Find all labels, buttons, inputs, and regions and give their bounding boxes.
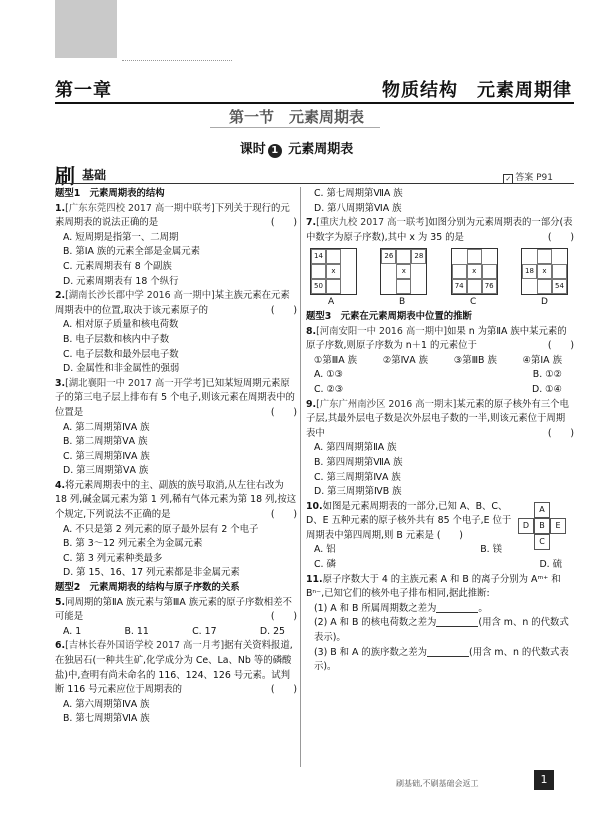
topic-heading: 题型1 元素周期表的结构	[55, 188, 165, 199]
option: A. 第六周期第ⅣA 族	[63, 698, 150, 710]
options-row	[55, 625, 297, 640]
option: D. 第八周期第ⅥA 族	[314, 202, 402, 214]
option: C. 第三周期第ⅣA 族	[314, 471, 401, 483]
option: B. 第七周期第ⅥA 族	[63, 713, 150, 725]
element-cross-diagram: A D B E C	[518, 502, 566, 550]
option: C. 第三周期第ⅣA 族	[63, 450, 150, 462]
question-1: 1.[广东东莞四校 2017 高一期中联考]下列关于现行的元素周期表的说法正确的是 ( ) A. 短周期是指第一、二周期 B. 第ⅠA 族的元素全部是金属元素 C. 元素周期表有 8 个副族 D. 元素周期表有 18 个纵行	[55, 202, 297, 290]
chapter-rule	[55, 102, 574, 104]
option: B. 11	[124, 625, 149, 637]
options-row: C. ②③ D. ①④	[314, 383, 562, 395]
option: A. 短周期是指第一、二周期	[63, 231, 179, 243]
option: B. 第ⅠA 族的元素全部是金属元素	[63, 246, 201, 258]
question-11: 11.原子序数大于 4 的主族元素 A 和 B 的离子分别为 Aᵐ⁺ 和 Bⁿ⁻,已知它们的核外电子排布相同,据此推断: (1) A 和 B 所属周期数之差为 。 (2) A 和 B 的核电荷数之差为 (用含 m、n 的代数式表示)。 (3) B 和 A 的族序数之差为 (用含 m、n 的代数式表示)。	[306, 573, 574, 675]
option: C. 元素周期表有 8 个副族	[63, 260, 172, 272]
corner-gray-block	[55, 0, 117, 58]
grid-a: 14 x 50	[310, 248, 357, 295]
answer-reference: ✓ 答案 P91	[503, 170, 553, 184]
lesson-name: 元素周期表	[288, 142, 354, 157]
answer-blank[interactable]	[436, 602, 478, 613]
option: C. 第七周期第ⅦA 族	[314, 188, 403, 199]
answer-blank[interactable]	[436, 616, 478, 627]
question-4: 4.将元素周期表中的主、副族的族号取消,从左往右改为 18 列,碱金属元素为第 1 列,稀有气体元素为第 18 列,按这个规定,下列说法不正确的是 ( ) A. 不只是第 2 列元素的原子最外层有 2 个电子 B. 第 3～12 列元素全为金属元素 C. 第 3 列元素种类最多 D. 第 15、16、17 列元素都是非金属元素	[55, 479, 297, 581]
option: B. 电子层数和核内中子数	[63, 333, 170, 345]
option: B. 第 3～12 列元素全为金属元素	[63, 538, 203, 550]
footer-slogan: 刷基础,不刷基础会返工	[396, 779, 479, 788]
question-9: 9.[广东广州南沙区 2016 高一期末]某元素的原子核外有三个电子层,其最外层电子数是次外层电子数的一半,则该元素位于周期表中 ( ) A. 第四周期第ⅡA 族 B. 第四周期第ⅦA 族 C. 第三周期第ⅣA 族 D. 第三周期第ⅣB 族	[306, 398, 574, 500]
option: B. 第二周期第ⅤA 族	[63, 436, 148, 448]
lesson-prefix: 课时	[239, 142, 266, 157]
sub-question: (2) A 和 B 的核电荷数之差为 (用含 m、n 的代数式表示)。	[314, 617, 569, 644]
sub-question: (3) B 和 A 的族序数之差为 (用含 m、n 的代数式表示)。	[314, 646, 569, 673]
shua-logo: 刷	[55, 164, 75, 188]
option: A. 第四周期第ⅡA 族	[314, 442, 397, 454]
sub-question: (1) A 和 B 所属周期数之差为 。	[314, 602, 488, 614]
option: D. 第 15、16、17 列元素都是非金属元素	[63, 567, 240, 579]
option: C. 17	[192, 625, 217, 637]
question-3: 3.[湖北襄阳一中 2017 高一开学考]已知某短周期元素原子的第三电子层上排布有 5 个电子,则该元素在周期表中的位置是 ( ) A. 第二周期第ⅣA 族 B. 第二周期第ⅤA 族 C. 第三周期第ⅣA 族 D. 第三周期第ⅤA 族	[55, 377, 297, 479]
option: A. 1	[63, 625, 82, 637]
dotted-rule	[122, 60, 232, 61]
options-row: A. 铝 B. 镁	[314, 544, 502, 556]
left-column	[55, 187, 297, 727]
page-number: 1	[534, 770, 554, 790]
grid-b: 26 28 x	[380, 248, 427, 295]
option: C. 第 3 列元素种类最多	[63, 552, 163, 564]
question-6: 6.[吉林长春外国语学校 2017 高一月考]据有关资料报道,在独居石(一种共生矿,化学成分为 Ce、La、Nb 等的磷酸盐)中,查明有尚未命名的 116、124、126 号元素。试判断 116 号元素应位于周期表的 ( ) A. 第六周期第ⅣA 族 B. 第七周期第ⅥA 族	[55, 639, 297, 727]
chapter-number: 第一章	[55, 80, 112, 101]
grid-labels: A B C D	[328, 297, 548, 308]
column-divider	[300, 187, 301, 767]
check-icon: ✓	[503, 174, 513, 184]
question-5: 5.同周期的第ⅡA 族元素与第ⅢA 族元素的原子序数相差不可能是 ( ) A. 1 B. 11 C. 17 D. 25	[55, 596, 297, 640]
lesson-title	[0, 138, 593, 158]
option: D. 金属性和非金属性的强弱	[63, 363, 180, 375]
header-rule	[55, 183, 574, 184]
answer-blank[interactable]	[427, 646, 469, 657]
options-row: C. 磷 D. 硫	[314, 559, 562, 571]
question-10: A D B E C 10.如图是元素周期表的一部分,已知 A、B、C、D、E 五种元素的原子核外共有 85 个电子,E 位于周期表中第四周期,则 B 元素是 ( ) A. 铝 B. 镁 C. 磷 D. 硫	[306, 500, 574, 573]
option: C. 电子层数和最外层电子数	[63, 348, 179, 360]
option: D. 第三周期第ⅤA 族	[63, 465, 149, 477]
options-row: A. ①③ B. ①②	[314, 369, 562, 381]
option: A. 相对原子质量和核电荷数	[63, 319, 179, 331]
option: D. 第三周期第ⅣB 族	[314, 486, 402, 498]
grid-d: 18 x 54	[521, 248, 568, 295]
topic-heading: 题型3 元素在元素周期表中位置的推断	[306, 310, 472, 322]
periodic-table-fragments	[306, 248, 574, 295]
chapter-title: 物质结构 元素周期律	[382, 80, 572, 101]
option: D. 元素周期表有 18 个纵行	[63, 275, 179, 287]
option: A. 第二周期第ⅣA 族	[63, 421, 150, 433]
option: A. 不只是第 2 列元素的原子最外层有 2 个电子	[63, 523, 259, 535]
option: B. 第四周期第ⅦA 族	[314, 456, 403, 468]
chapter-header	[55, 76, 574, 100]
question-2: 2.[湖南长沙长郡中学 2016 高一期中]某主族元素在元素周期表中的位置,取决于该元素原子的 ( ) A. 相对原子质量和核电荷数 B. 电子层数和核内中子数 C. 电子层数和最外层电子数 D. 金属性和非金属性的强弱	[55, 289, 297, 377]
shua-subtitle: 基础	[82, 168, 107, 182]
question-8: 8.[河南安阳一中 2016 高一期中]如果 n 为第ⅡA 族中某元素的原子序数,则原子序数为 n＋1 的元素位于 ( ) ①第ⅢA 族 ②第ⅣA 族 ③第ⅢB 族 ④第ⅠA 族 A. ①③ B. ①② C. ②③ D. ①④	[306, 325, 574, 398]
right-column	[306, 187, 574, 675]
question-7: 7.[重庆九校 2017 高一联考]如图分别为元素周期表的一部分(表中数字为原子序数),其中 x 为 35 的是 ( ) 14 x 50 26 28 x x 74 76 18 x 54 A B C D	[306, 216, 574, 310]
topic-heading: 题型2 元素周期表的结构与原子序数的关系	[55, 582, 240, 594]
section-title: 第一节 元素周期表	[228, 108, 364, 126]
grid-c: x 74 76	[451, 248, 498, 295]
lesson-number-badge: 1	[268, 144, 282, 158]
option: D. 25	[259, 625, 285, 637]
items-row: ①第ⅢA 族 ②第ⅣA 族 ③第ⅢB 族 ④第ⅠA 族	[314, 354, 562, 366]
section-rule	[210, 127, 380, 128]
